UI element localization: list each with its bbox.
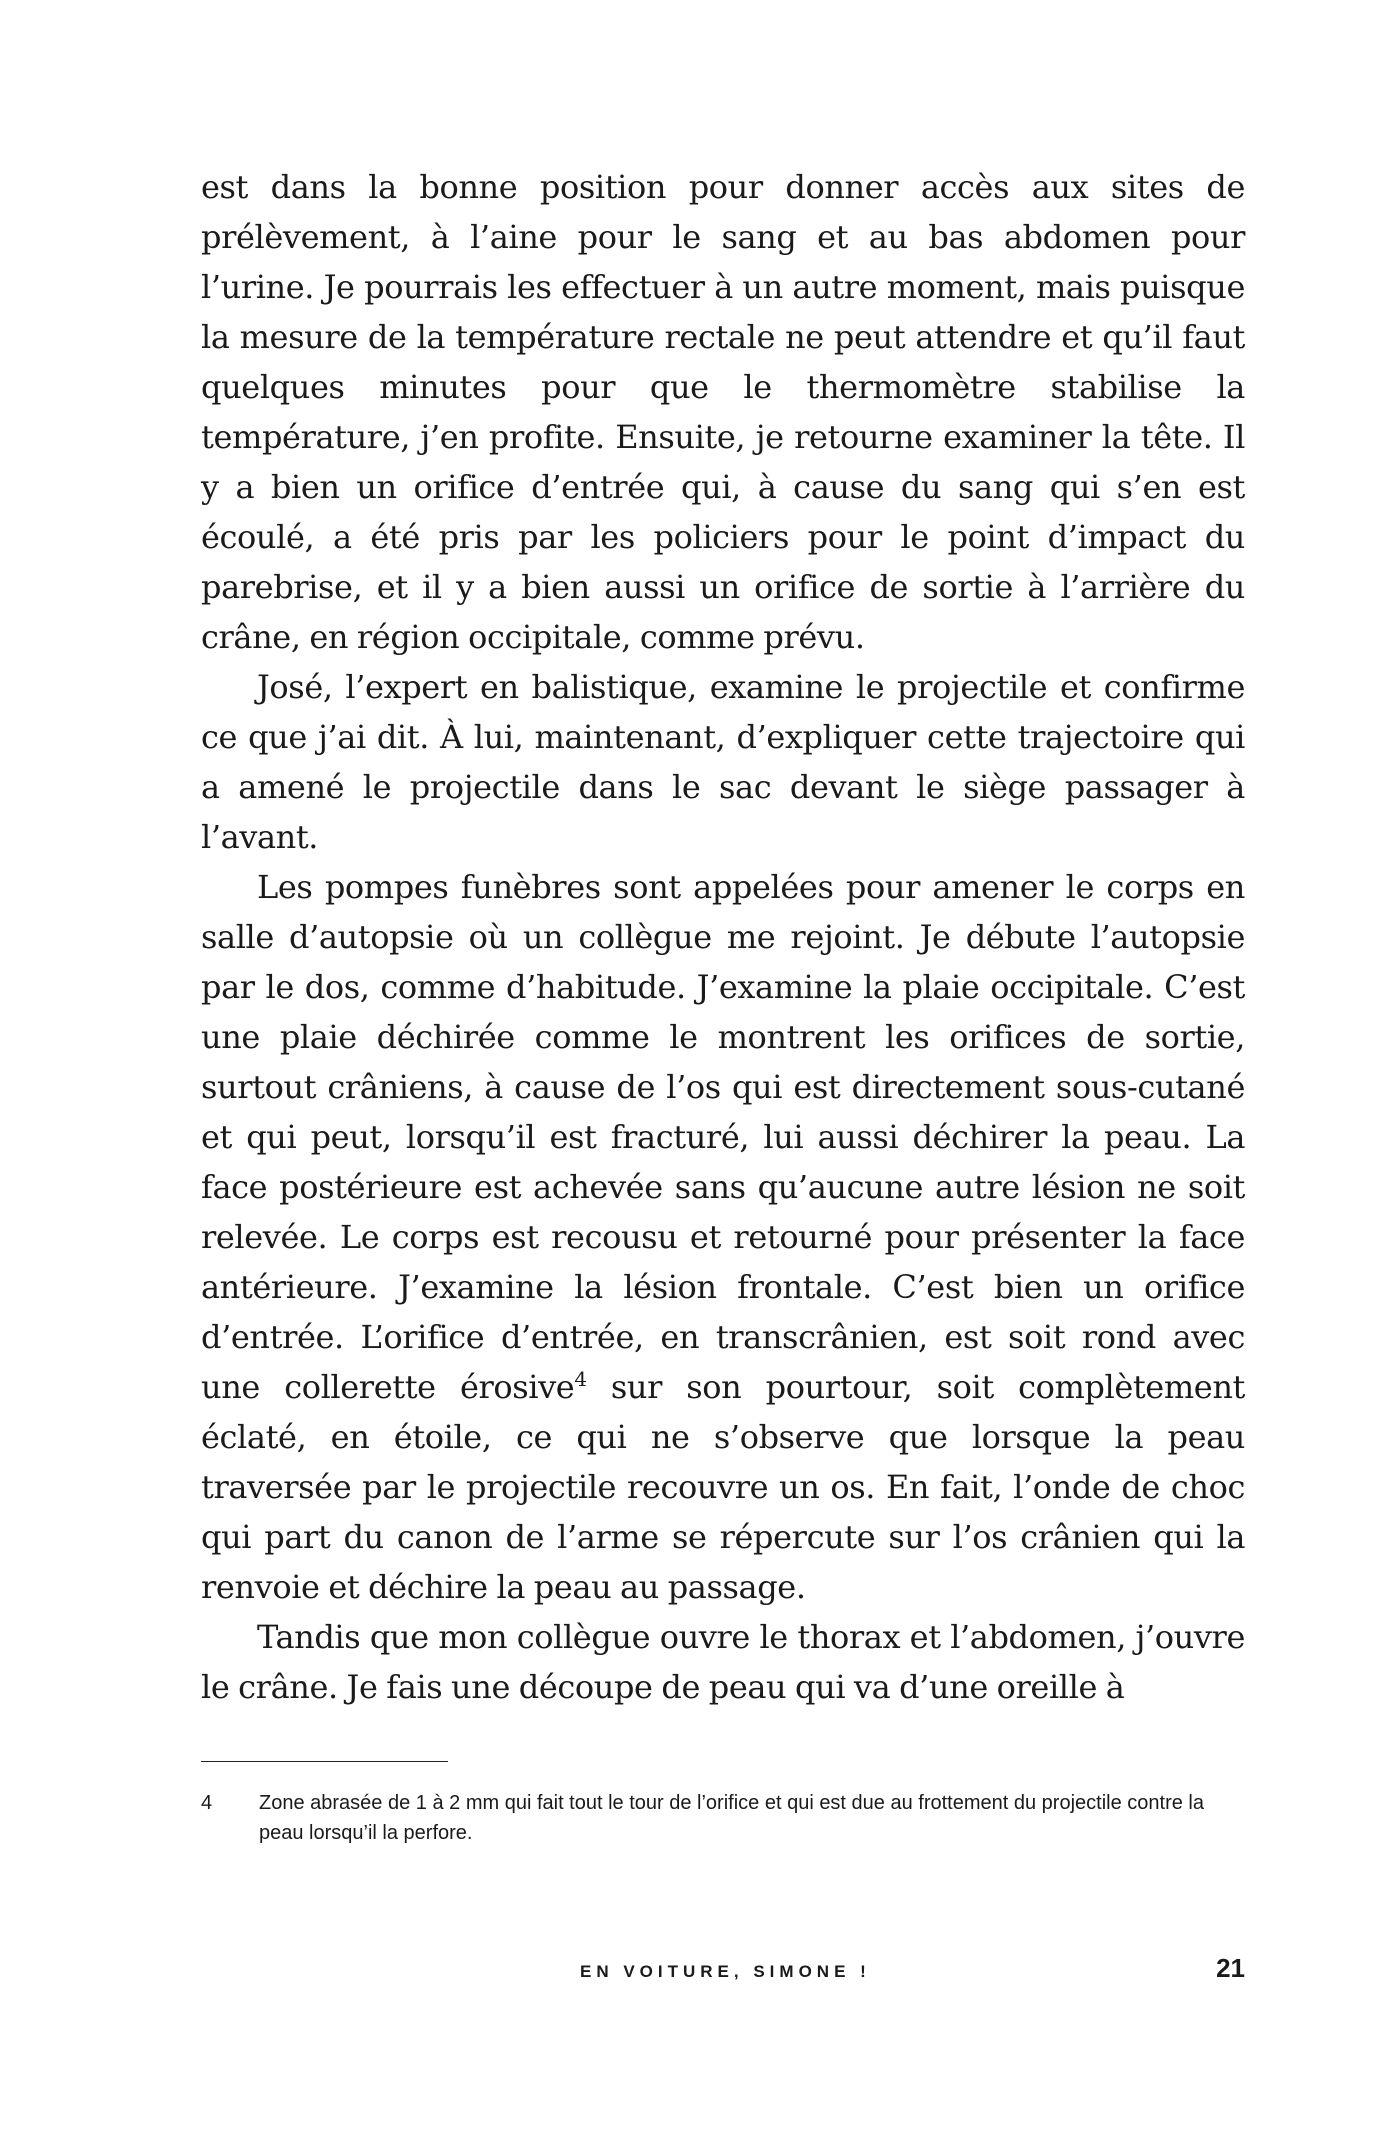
footnote-reference[interactable]: 4: [574, 1367, 587, 1391]
paragraph-3: [201, 862, 1245, 1612]
paragraph-3-part-2: sur son pourtour, soit complètement éclaté, en étoile, ce qui ne s’observe que lorsque la peau traversée par le projectile recouvre un os. En fait, l’onde de choc qui part du canon de l’arme se répercute sur l’os crânien qui la renvoie et déchire la peau au passage.: [201, 1368, 1245, 1606]
paragraph-4: Tandis que mon collègue ouvre le thorax et l’abdomen, j’ouvre le crâne. Je fais une découpe de peau qui va d’une oreille à: [201, 1618, 1245, 1706]
footnote-text: Zone abrasée de 1 à 2 mm qui fait tout le tour de l’orifice et qui est due au frottement du projectile contre la peau lorsqu’il la perfore.: [259, 1792, 1204, 1844]
body-text: [201, 162, 1245, 1712]
footnote-divider: [201, 1761, 448, 1762]
footnote-number: 4: [201, 1792, 213, 1814]
paragraph-2: José, l’expert en balistique, examine le projectile et confirme ce que j’ai dit. À lui, maintenant, d’expliquer cette trajectoire qui a amené le projectile dans le sac devant le siège passager à l’avant.: [201, 668, 1245, 856]
paragraph-1: est dans la bonne position pour donner accès aux sites de prélèvement, à l’aine pour le sang et au bas abdomen pour l’urine. Je pourrais les effectuer à un autre moment, mais puisque la mesure de la température rectale ne peut attendre et qu’il faut quelques minutes pour que le thermomètre stabilise la température, j’en profite. Ensuite, je retourne examiner la tête. Il y a bien un orifice d’entrée qui, à cause du sang qui s’en est écoulé, a été pris par les policiers pour le point d’impact du parebrise, et il y a bien aussi un orifice de sortie à l’arrière du crâne, en région occipitale, comme prévu.: [201, 168, 1245, 656]
running-title: EN VOITURE, SIMONE !: [580, 1962, 871, 1981]
page-number: 21: [1216, 1953, 1245, 1983]
footnote: [201, 1788, 1245, 1848]
paragraph-3-part-1: Les pompes funèbres sont appelées pour amener le corps en salle d’autopsie où un collègue me rejoint. Je débute l’autopsie par le dos, comme d’habitude. J’examine la plaie occipitale. C’est une plaie déchirée comme le montrent les orifices de sortie, surtout crâniens, à cause de l’os qui est directement sous-cutané et qui peut, lorsqu’il est fracturé, lui aussi déchirer la peau. La face postérieure est achevée sans qu’aucune autre lésion ne soit relevée. Le corps est recousu et retourné pour présenter la face antérieure. J’examine la lésion frontale. C’est bien un orifice d’entrée. L’orifice d’entrée, en transcrânien, est soit rond avec une collerette érosive: [201, 868, 1245, 1406]
